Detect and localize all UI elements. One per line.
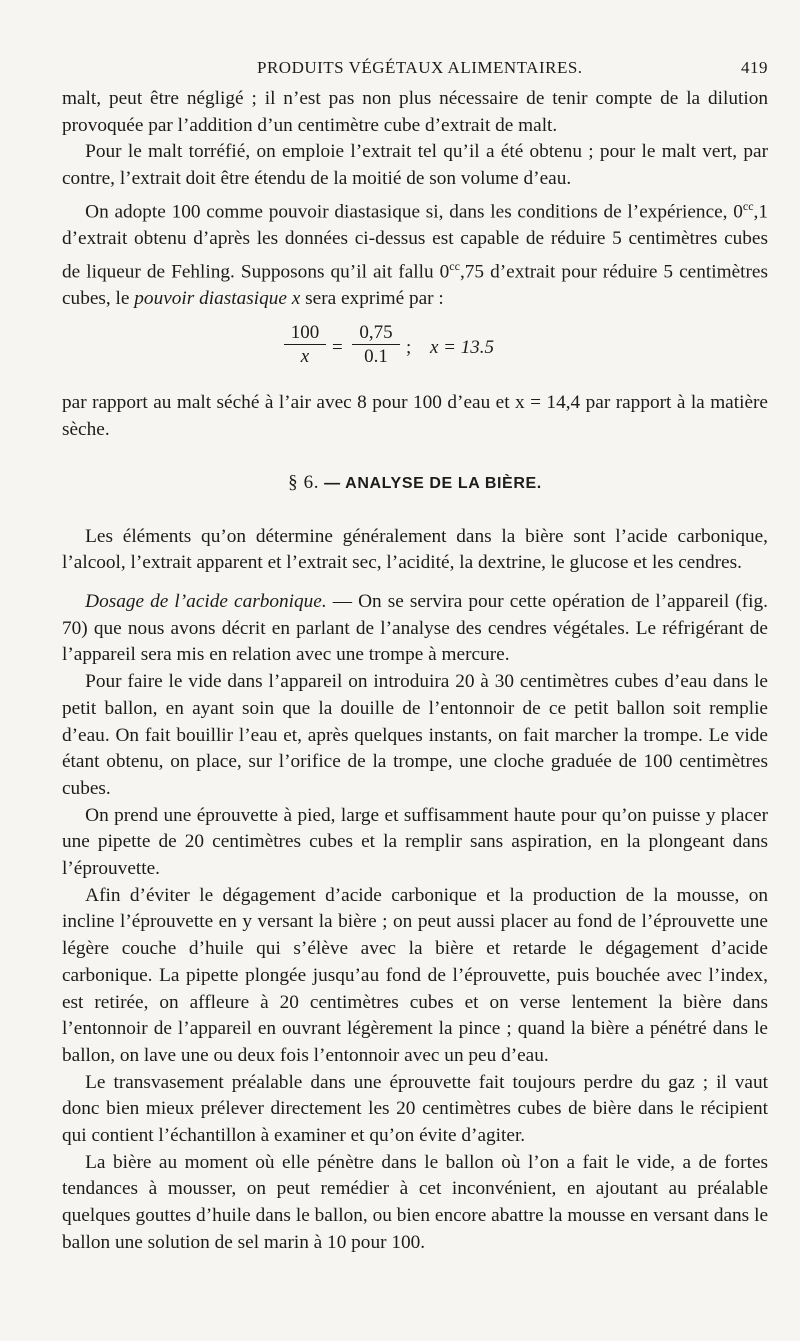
text-segment: ,75 d’extrait pour réduire 5 centimètres cubes, le (62, 261, 768, 309)
separator: ; (406, 337, 412, 359)
fraction-denominator: 0.1 (364, 346, 388, 368)
paragraph-transvasement: Le transvasement préalable dans une éprouvette fait toujours perdre du gaz ; il vaut donc bien mieux prélever directement les 20 centimètres cubes de bière dans le récipient qui contient l’échantillon à examiner et qu’on évite d’agiter. (62, 1071, 768, 1147)
equals-sign: = (332, 337, 343, 359)
paragraph-pouvoir-diastasique (62, 193, 768, 313)
paragraph-eprouvette: On prend une éprouvette à pied, large et suffisamment haute pour qu’on puisse y placer une pipette de 20 centimètres cubes et la remplir sans aspiration, en la plongeant dans l’éprouvette. (62, 804, 768, 880)
fraction-denominator: x (300, 346, 310, 368)
paragraph-malt-torrefie: Pour le malt torréfié, on emploie l’extrait tel qu’il a été obtenu ; pour le malt vert, par contre, l’extrait doit être étendu de la moitié de son volume d’eau. (62, 141, 768, 190)
italic-subheading: Dosage de l’acide carbonique. (85, 590, 327, 612)
formula-result: x = 13.5 (430, 337, 495, 359)
running-header (62, 58, 768, 84)
fraction-numerator: 100 (284, 322, 326, 345)
paragraph-continuation: malt, peut être négligé ; il n’est pas non plus nécessaire de tenir compte de la dilution provoquée par l’addition d’un centimètre cube d’extrait de malt. (62, 88, 768, 136)
paragraph-degagement: Afin d’éviter le dégagement d’acide carbonique et la production de la mousse, on incline l’éprouvette en y versant la bière ; on peut aussi placer au fond de l’éprouvette une légère couche d’huile qui s’élève avec la bière et retarde le dégagement d’acide carbonique. La pipette plongée jusqu’au fond de l’éprouvette, puis bouchée avec l’index, est retirée, on affleure à 20 centimètres cubes et on verse lentement la bière dans l’entonnoir de l’appareil en ouvrant légèrement la pince ; quand la bière a pénétré dans le ballon, on lave une ou deux fois l’entonnoir avec un peu d’eau. (62, 884, 768, 1066)
section-heading (62, 470, 768, 498)
fraction-right (352, 322, 400, 369)
text-segment: On adopte 100 comme pouvoir diastasique si, dans les conditions de l’expérience, 0 (85, 201, 743, 223)
paragraph-rapport: par rapport au malt séché à l’air avec 8 pour 100 d’eau et x = 14,4 par rapport à la matière sèche. (62, 392, 768, 441)
running-title: PRODUITS VÉGÉTAUX ALIMENTAIRES. (257, 58, 583, 77)
paragraph-dosage (62, 589, 768, 669)
italic-term: pouvoir diastasique x (134, 287, 301, 309)
fraction-left (284, 322, 326, 369)
text-segment: sera exprimé par : (300, 287, 444, 309)
page-body (62, 86, 768, 1257)
text-segment: ,1 d’extrait obtenu d’après les données ci-dessus est capable de réduire 5 centimètres cubes de liqueur de Fehling. Supposons qu’il ait fallu 0 (62, 201, 768, 283)
superscript-cc: cc (742, 198, 754, 213)
section-number: § 6. (288, 471, 320, 493)
paragraph-vide: Pour faire le vide dans l’appareil on introduira 20 à 30 centimètres cubes d’eau dans le petit ballon, en ayant soin que la douille de l’entonnoir de ce petit ballon soit remplie d’eau. On fait bouillir l’eau et, après quelques instants, on fait marcher la trompe. Le vide étant obtenu, on place, sur l’orifice de la trompe, une cloche graduée de 100 centimètres cubes. (62, 671, 768, 799)
section-title: — ANALYSE DE LA BIÈRE. (324, 474, 542, 492)
fraction-numerator: 0,75 (352, 322, 400, 345)
paragraph-mousse: La bière au moment où elle pénètre dans le ballon où l’on a fait le vide, a de fortes tendances à mousser, on peut remédier à cet inconvénient, en ajoutant au préalable quelques gouttes d’huile dans le ballon, ou bien encore abattre la mousse en versant dans le ballon une solution de sel marin à 10 pour 100. (62, 1151, 768, 1253)
text-segment: — On se servira pour cette opération de l’appareil (fig. 70) que nous avons décrit en parlant de l’analyse des cendres végétales. Le réfrigérant de l’appareil sera mis en relation avec une trompe à mercure. (62, 590, 768, 666)
formula (62, 316, 768, 382)
page-number: 419 (741, 58, 768, 77)
paragraph-elements: Les éléments qu’on détermine généralement dans la bière sont l’acide carbonique, l’alcool, l’extrait apparent et l’extrait sec, l’acidité, la dextrine, le glucose et les cendres. (62, 525, 768, 574)
superscript-cc: cc (449, 258, 460, 273)
